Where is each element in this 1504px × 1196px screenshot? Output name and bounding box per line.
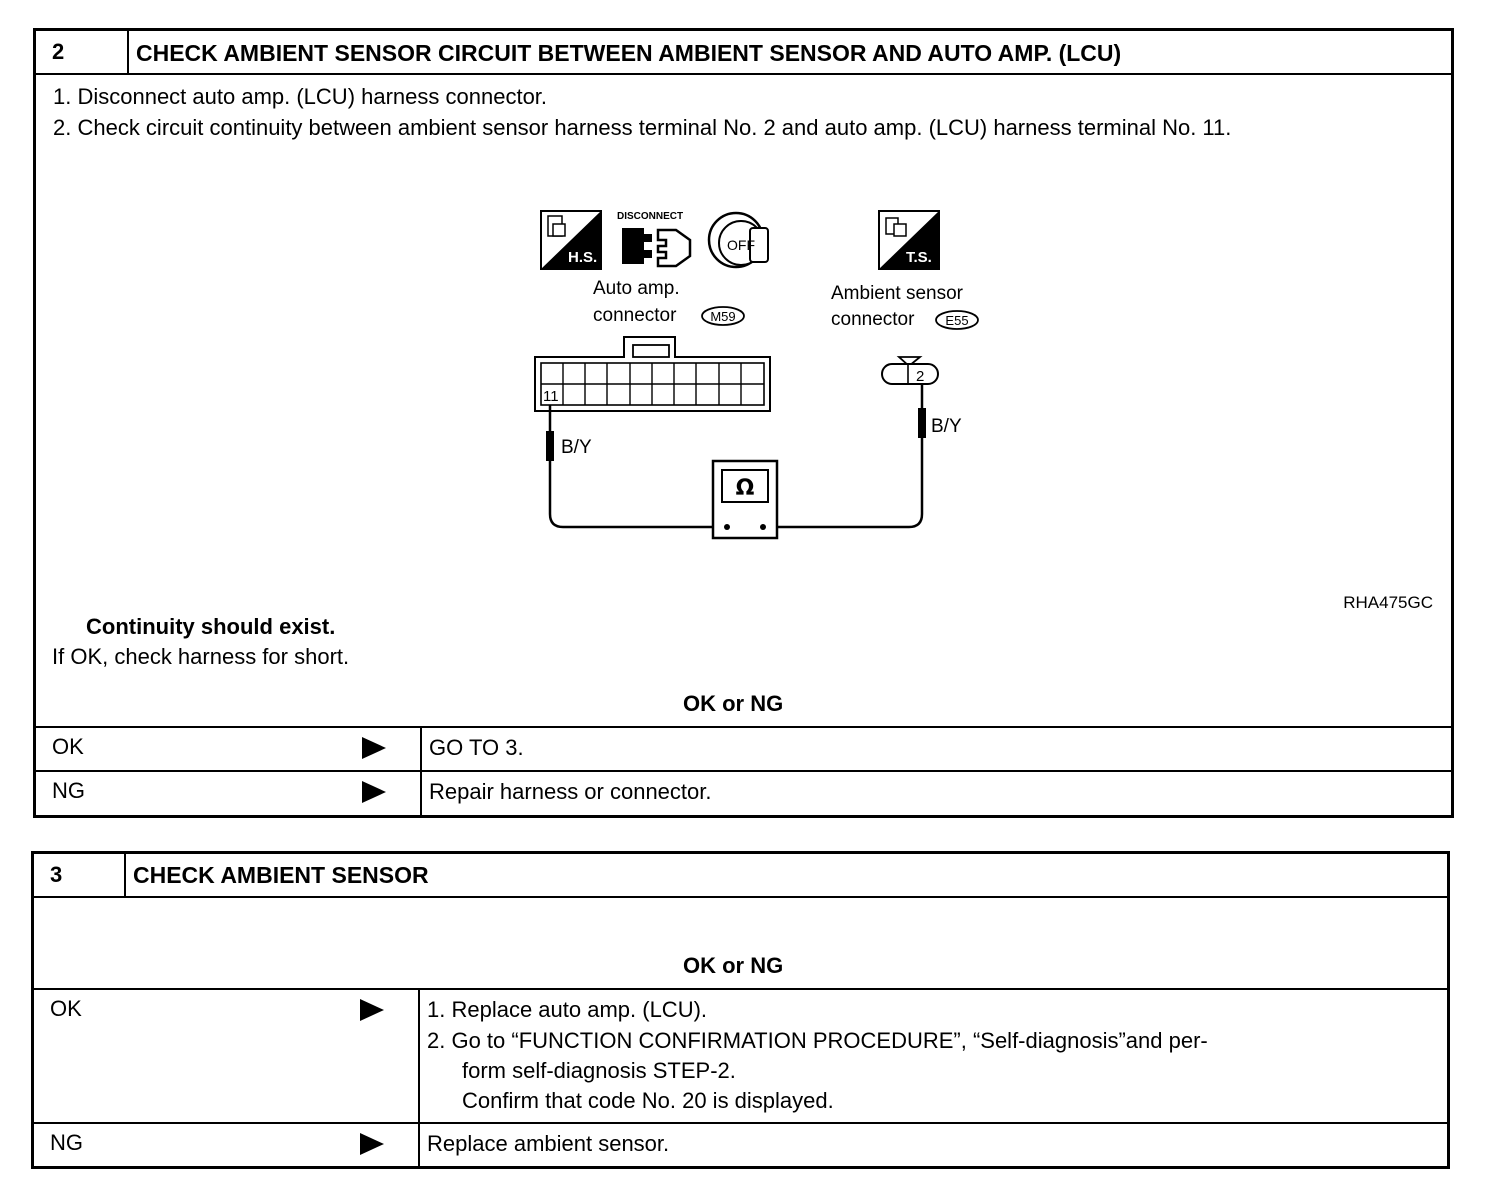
ambient-sensor-label-line2: connector — [831, 309, 915, 330]
continuity-requirement: Continuity should exist. — [86, 614, 336, 639]
auto-amp-code: M59 — [710, 309, 736, 324]
step-2-results-divider — [35, 726, 1452, 728]
off-label: OFF — [727, 237, 755, 253]
hs-label: H.S. — [568, 249, 598, 266]
step-3-ng-action: Replace ambient sensor. — [427, 1131, 670, 1156]
ambient-sensor-label-line1: Ambient sensor — [831, 283, 964, 304]
terminal-2-label: 2 — [916, 368, 925, 385]
step-3-title: CHECK AMBIENT SENSOR — [133, 862, 429, 888]
step-3-header-divider — [33, 896, 1448, 898]
ts-label: T.S. — [906, 249, 932, 266]
step-2-ok-label: OK — [52, 734, 84, 759]
step-3-results-col-divider — [418, 989, 420, 1167]
disconnect-icon — [617, 211, 690, 266]
step-3-ok-action-2-cont: form self-diagnosis STEP-2. — [462, 1058, 736, 1083]
step-3-ng-label: NG — [50, 1130, 83, 1155]
probe-left — [546, 431, 554, 461]
figure-code: RHA475GC — [1343, 593, 1433, 612]
disconnect-label: DISCONNECT — [617, 211, 684, 222]
step-3-results-divider — [33, 988, 1448, 990]
step-2-instruction-2: 2. Check circuit continuity between ambient sensor harness terminal No. 2 and auto amp. (LCU) harness terminal No. 11. — [53, 115, 1232, 140]
terminal-11-label: 11 — [543, 388, 559, 405]
ambient-code: E55 — [945, 313, 969, 328]
step-2-ok-arrow-icon — [362, 737, 386, 759]
step-3-ok-action-confirm: Confirm that code No. 20 is displayed. — [462, 1088, 834, 1113]
step-3-ok-arrow-icon — [360, 999, 384, 1021]
step-2-ok-or-ng: OK or NG — [683, 691, 784, 716]
if-ok-note: If OK, check harness for short. — [52, 644, 350, 669]
step-3-ok-or-ng: OK or NG — [683, 953, 784, 978]
hand-tool-icon — [541, 211, 601, 269]
step-2-ng-label: NG — [52, 778, 85, 803]
step-3-row-divider — [33, 1122, 1448, 1124]
auto-amp-label-line2: connector — [593, 305, 677, 326]
ambient-sensor-connector — [882, 357, 938, 385]
auto-amp-label-line1: Auto amp. — [593, 278, 680, 299]
step-2-ng-arrow-icon — [362, 781, 386, 803]
step-2-ok-action: GO TO 3. — [429, 735, 524, 760]
wire-color-left: B/Y — [561, 437, 592, 458]
step-3-ok-action-1: 1. Replace auto amp. (LCU). — [427, 997, 708, 1022]
probe-right — [918, 408, 926, 438]
wire-color-right: B/Y — [931, 416, 962, 437]
step-3-ok-action-2: 2. Go to “FUNCTION CONFIRMATION PROCEDURE”, “Self-diagnosis”and per- — [427, 1028, 1208, 1053]
step-2-row-divider — [35, 770, 1452, 772]
ohmmeter-icon — [713, 461, 777, 538]
step-3-ok-label: OK — [50, 996, 82, 1021]
test-tool-icon — [879, 211, 939, 269]
auto-amp-connector — [535, 337, 770, 411]
step-2-instruction-1: 1. Disconnect auto amp. (LCU) harness connector. — [53, 84, 548, 109]
step-2-ng-action: Repair harness or connector. — [429, 779, 712, 804]
step-2-results-col-divider — [420, 727, 422, 816]
key-off-icon — [709, 213, 768, 267]
step-3-ng-arrow-icon — [360, 1133, 384, 1155]
step-3-number-divider — [124, 854, 126, 896]
step-2-number: 2 — [52, 39, 65, 64]
step-2-title: CHECK AMBIENT SENSOR CIRCUIT BETWEEN AMBIENT SENSOR AND AUTO AMP. (LCU) — [136, 40, 1122, 66]
ohm-symbol: Ω — [735, 476, 755, 501]
step-3-number: 3 — [50, 862, 63, 887]
